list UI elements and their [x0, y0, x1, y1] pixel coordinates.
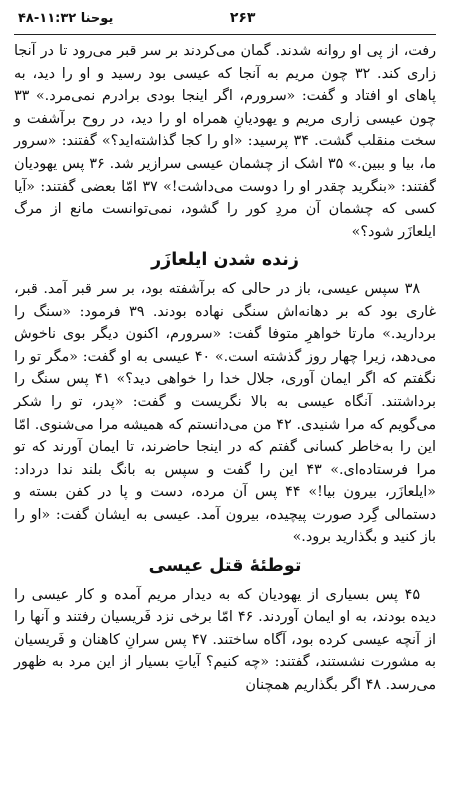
paragraph-plot: ۴۵ پس بسیاری از یهودیان که به دیدار مریم آمده و کار عیسی را دیده بودند، به او ایمان آوردند. ۴۶ امّا برخی نزد فَریسیان رفتند و آنها را از آنچه عیسی کرده بود، آگاه ساختند. ۴۷ پس سرانِ کاهنان و فَریسیان به مشورت نشستند، گفتند: «چه کنیم؟ آیاتِ بسیار از این مرد به ظهور می‌رسد. ۴۸ اگر بگذاریم همچنان: [14, 586, 436, 694]
page-body: [14, 40, 436, 800]
section-heading-raising-lazarus: زنده شدن ایلعازَر: [151, 250, 299, 271]
chapter-reference: یوحنا ۱۱:۳۲-۴۸: [18, 10, 114, 26]
section-heading-plot: توطئهٔ قتل عیسی: [148, 556, 302, 577]
header-divider: [14, 34, 436, 35]
paragraph-intro: رفت، از پی او روانه شدند. گمان می‌کردند بر سر قبر می‌رود تا در آنجا زاری کند. ۳۲ چون مریم به آنجا که عیسی بود رسید و او را دید، به پاهای او افتاد و گفت: «سرورم، اگر اینجا بودی برادرم نمی‌مرد.» ۳۳ چون عیسی زاری مریم و یهودیانِ همراه او را دید، در روح برآشفت و سخت منقلب گشت. ۳۴ پرسید: «او را کجا گذاشته‌اید؟» گفتند: «سرور ما، بیا و ببین.» ۳۵ اشک از چشمان عیسی سرازیر شد. ۳۶ پس یهودیان گفتند: «بنگرید چقدر او را دوست می‌داشت!» ۳۷ امّا بعضی گفتند: «آیا کسی که چشمان آن مردِ کور را گشود، نمی‌توانست مانع از مرگ ایلعازَر شود؟»: [14, 43, 436, 240]
page-number: ۲۶۳: [229, 10, 256, 26]
page-header: [0, 0, 450, 36]
paragraph-raising-lazarus: ۳۸ سپس عیسی، باز در حالی که برآشفته بود، بر سر قبر آمد. قبر، غاری بود که بر دهانه‌اش سنگی نهاده بودند. ۳۹ فرمود: «سنگ را بردارید.» مارتا خواهرِ متوفا گفت: «سرورم، اکنون دیگر بوی ناخوش می‌دهد، زیرا چهار روز گذشته است.» ۴۰ عیسی به او گفت: «مگر تو را نگفتم که اگر ایمان آوری، جلال خدا را خواهی دید؟» ۴۱ پس سنگ را برداشتند. آنگاه عیسی به بالا نگریست و گفت: «پدر، تو را شکر می‌گویم که مرا شنیدی. ۴۲ من می‌دانستم که همیشه مرا می‌شنوی. امّا این را به‌خاطر کسانی گفتم که در اینجا حاضرند، تا ایمان آورند که تو مرا فرستاده‌ای.» ۴۳ این را گفت و سپس به بانگ بلند ندا درداد: «ایلعازَر، بیرون بیا!» ۴۴ پس آن مرده، دست و پا در کفن بسته و دستمالی گِرد صورت پیچیده، بیرون آمد. عیسی به ایشان گفت: «او را باز کنید و بگذارید برود.»: [14, 280, 437, 546]
